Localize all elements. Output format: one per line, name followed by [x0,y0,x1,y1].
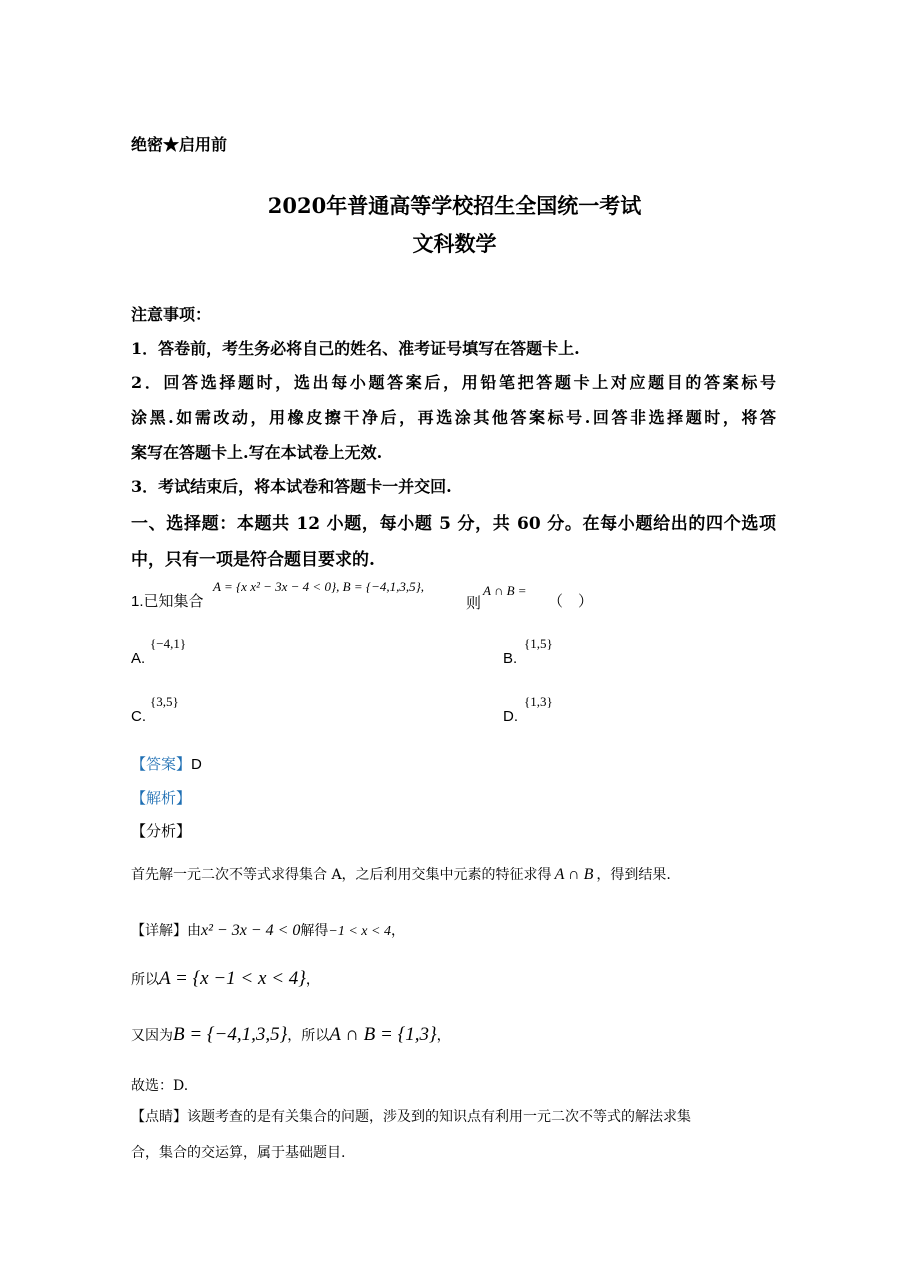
comment-text-1: 该题考查的是有关集合的问题，涉及到的知识点有利用一元二次不等式的解法求集 [187,1109,691,1125]
so-end: ， [305,972,320,988]
fenxi-tag: 【分析】 [131,822,192,840]
detail-tag: 【详解】 [131,923,187,939]
option-d-value: {1,3} [524,694,553,709]
because-end: ， [436,1028,451,1044]
detail-math-2: −1 < x < 4 [328,924,391,939]
notice-heading: 注意事项： [131,305,212,324]
so-line [131,968,320,990]
secret-label: 绝密★启用前 [131,135,228,154]
notice-item-2-line-1: 2．回答选择题时，选出每小题答案后，用铅笔把答题卡上对应题目的答案标号 [131,373,776,392]
answer-value: D [191,756,202,773]
comment-line-2: 合，集合的交运算，属于基础题目. [131,1145,346,1161]
option-a-value: {−4,1} [150,636,187,651]
fenxi-line [131,864,671,884]
option-b-value: {1,5} [524,636,553,651]
option-a-label: A. [131,650,146,667]
comment-line-1 [131,1106,691,1126]
because-text: 又因为 [131,1028,173,1044]
comment-tag: 【点睛】 [131,1109,187,1125]
exam-title: 2020年普通高等学校招生全国统一考试 [267,193,642,218]
analysis-tag: 【解析】 [131,789,192,807]
subject-title: 文科数学 [412,231,497,256]
section-heading-line-2: 中，只有一项是符合题目要求的. [131,550,375,570]
question-1-expr: A ∩ B = [483,583,527,598]
option-c-value: {3,5} [150,694,179,709]
detail-text-3: ， [390,923,405,939]
answer-tag: 【答案】 [131,755,192,773]
because-math: B = {−4,1,3,5} [173,1024,288,1045]
notice-item-2-line-3: 案写在答题卡上.写在本试卷上无效. [131,443,383,462]
fenxi-math: A ∩ B [554,866,594,883]
question-1-sets: A = {x x² − 3x − 4 < 0}, B = {−4,1,3,5}, [213,579,425,594]
fenxi-text-2: ，得到结果. [596,867,671,883]
option-b-label: B. [503,650,518,667]
because-math-2: A ∩ B = {1,3} [329,1024,437,1045]
option-c-label: C. [131,708,146,725]
detail-math-1: x² − 3x − 4 < 0 [201,922,301,939]
question-1-then: 则 [466,595,482,612]
because-mid: ，所以 [287,1028,330,1044]
option-d-label: D. [503,708,518,725]
notice-item-3: 3．考试结束后，将本试卷和答题卡一并交回. [131,477,452,496]
answer-line [131,753,202,774]
fenxi-text-1: 首先解一元二次不等式求得集合 A，之后利用交集中元素的特征求得 [131,867,552,883]
detail-line [131,920,405,940]
section-heading-line-1: 一、选择题：本题共 12 小题，每小题 5 分，共 60 分。在每小题给出的四个选项 [131,514,776,534]
because-line [131,1024,451,1046]
so-text: 所以 [131,972,159,988]
notice-item-2-line-2: 涂黑.如需改动，用橡皮擦干净后，再选涂其他答案标号.回答非选择题时，将答 [131,408,776,427]
choose-line: 故选：D. [131,1078,189,1094]
question-1-paren: （ ） [548,593,594,610]
detail-text-1: 由 [187,923,201,939]
detail-text-2: 解得 [300,923,329,939]
question-1-prefix: 1.已知集合 [131,593,204,610]
so-math: A = {x −1 < x < 4} [159,968,306,989]
notice-item-1: 1．答卷前，考生务必将自己的姓名、准考证号填写在答题卡上. [131,339,580,358]
